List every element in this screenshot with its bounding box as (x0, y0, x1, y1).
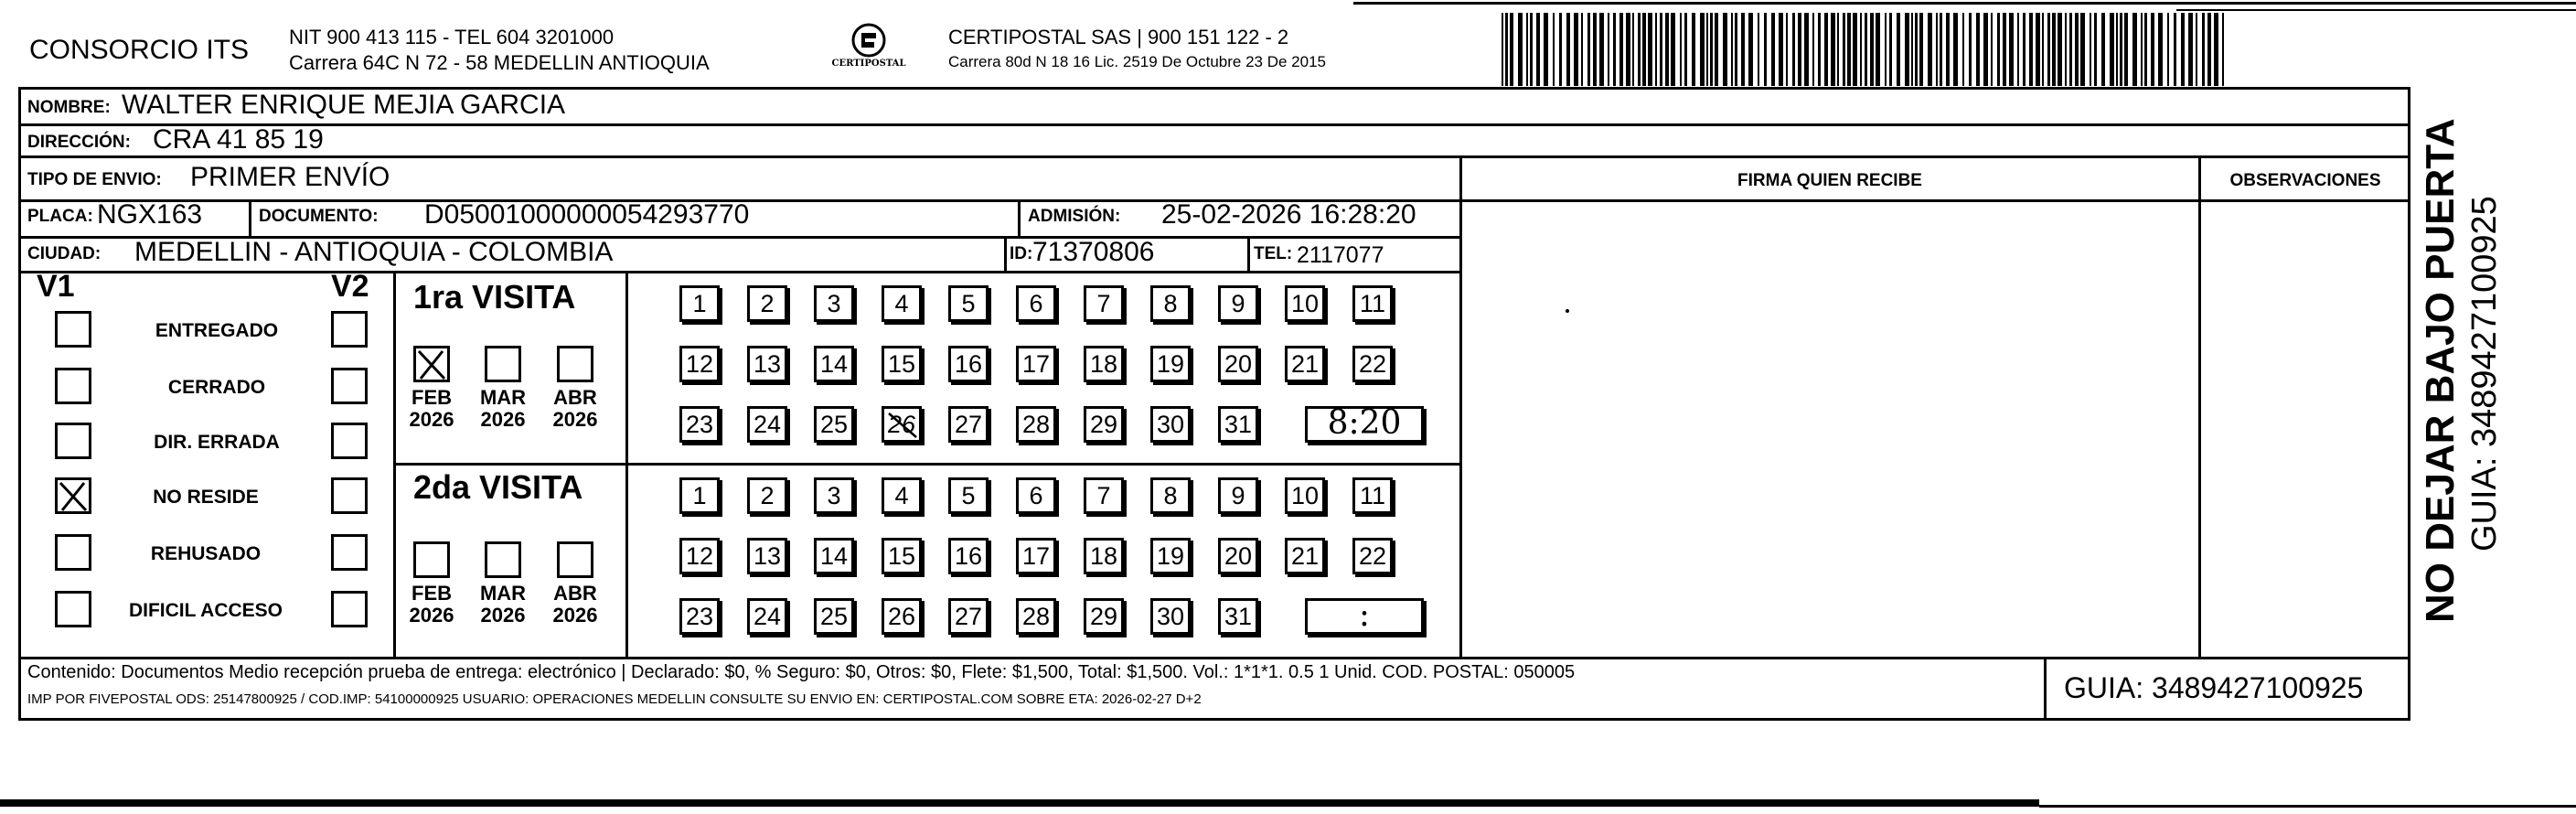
day-box-7[interactable]: 7 (1084, 477, 1124, 514)
day-box-11[interactable]: 11 (1352, 477, 1393, 514)
barcode-bar (1502, 13, 1503, 86)
status-option-label: ENTREGADO (155, 320, 279, 341)
day-box-24[interactable]: 24 (747, 598, 787, 635)
day-box-28[interactable]: 28 (1016, 406, 1056, 443)
month-label: FEB (412, 582, 452, 605)
side-warning: NO DEJAR BAJO PUERTA (2418, 118, 2463, 623)
time-box[interactable]: : (1305, 598, 1424, 635)
day-box-8[interactable]: 8 (1150, 477, 1191, 514)
barcode-bar (2017, 13, 2019, 86)
barcode-bar (1505, 13, 1508, 86)
day-box-26[interactable]: 26 (882, 406, 922, 443)
day-box-18[interactable]: 18 (1084, 346, 1124, 382)
barcode-bar (2047, 13, 2050, 86)
bottom-scan-line-right (2039, 805, 2576, 808)
barcode-bar (1997, 13, 2000, 86)
barcode-bar (1837, 13, 1839, 86)
v2-checkbox[interactable] (331, 477, 368, 514)
day-box-29[interactable]: 29 (1084, 406, 1124, 443)
id-divider (1004, 236, 1007, 271)
barcode-bar (1962, 13, 1964, 86)
barcode-bar (1758, 13, 1759, 86)
barcode-bar (1940, 13, 1942, 86)
barcode-bar (2052, 13, 2056, 86)
barcode-bar (1530, 13, 1533, 86)
day-box-23[interactable]: 23 (679, 598, 720, 635)
day-box-20[interactable]: 20 (1218, 346, 1258, 382)
admision-label: ADMISIÓN: (1028, 207, 1121, 226)
day-box-4[interactable]: 4 (882, 285, 922, 322)
barcode-bar (1544, 13, 1548, 86)
v2-checkbox[interactable] (331, 423, 368, 459)
barcode-bar (1897, 13, 1900, 86)
day-box-22[interactable]: 22 (1352, 346, 1393, 382)
barcode-bar (1976, 13, 1980, 86)
month-checkbox-mar[interactable] (485, 541, 521, 578)
barcode-bar (1771, 13, 1775, 86)
barcode-bar (1559, 13, 1562, 86)
status-option-label: NO RESIDE (153, 487, 259, 508)
barcode-bar (1792, 13, 1795, 86)
barcode-bar (1684, 13, 1687, 86)
tipo-envio-value: PRIMER ENVÍO (190, 162, 390, 192)
month-checkbox-feb[interactable] (413, 541, 450, 578)
barcode-bar (2110, 13, 2114, 86)
month-year-label: 2026 (552, 604, 598, 627)
barcode-bar (2158, 13, 2163, 86)
month-label: ABR (553, 582, 597, 605)
day-box-26[interactable]: 26 (882, 598, 922, 635)
tel-label: TEL: (1254, 244, 1293, 263)
day-box-17[interactable]: 17 (1016, 538, 1056, 574)
visit-months-border (625, 271, 628, 657)
barcode-bar (1536, 13, 1540, 86)
day-box-28[interactable]: 28 (1016, 598, 1056, 635)
certipostal-logo-text: CERTIPOSTAL (831, 59, 906, 69)
barcode-bar (1831, 13, 1835, 86)
barcode-bar (1936, 13, 1938, 86)
barcode-bar (1619, 13, 1623, 86)
month-checkbox-abr[interactable] (557, 541, 593, 578)
barcode-bar (1905, 13, 1909, 86)
time-box[interactable]: 8:20 (1305, 406, 1424, 443)
certipostal-logo (825, 22, 913, 73)
day-box-10[interactable]: 10 (1285, 477, 1325, 514)
barcode-bar (1860, 13, 1862, 86)
v1-checkbox[interactable] (55, 311, 91, 348)
barcode-bar (1804, 13, 1809, 86)
barcode-bar (1991, 13, 1993, 86)
barcode-bar (2181, 13, 2185, 86)
barcode-bar (1741, 13, 1745, 86)
barcode-bar (2207, 13, 2211, 86)
barcode-bar (2042, 13, 2044, 86)
tel-value: 2117077 (1297, 242, 1384, 268)
day-box-4[interactable]: 4 (882, 477, 922, 514)
barcode-bar (1642, 13, 1646, 86)
day-box-11[interactable]: 11 (1352, 285, 1393, 322)
barcode-bar (2090, 13, 2091, 86)
footer-contenido: Contenido: Documentos Medio recepción prueba de entrega: electrónico | Declarado: $0, % Seguro: $0, Otros: $0, Flete: $1,500, Total: $1,500. Vol.: 1*1*1. 0.5 1 Unid. COD. POSTAL: 050005 (27, 662, 1576, 682)
day-box-19[interactable]: 19 (1150, 538, 1191, 574)
footer-guia: GUIA: 3489427100925 (2064, 671, 2364, 704)
barcode-bar (1626, 13, 1630, 86)
barcode-bar (1731, 13, 1733, 86)
second-visit-title: 2da VISITA (413, 468, 583, 506)
barcode-bar (1812, 13, 1814, 86)
day-box-7[interactable]: 7 (1084, 285, 1124, 322)
day-box-15[interactable]: 15 (882, 346, 922, 382)
day-box-31[interactable]: 31 (1218, 406, 1258, 443)
barcode-bar (2058, 13, 2062, 86)
barcode-bar (1946, 13, 1950, 86)
footer-guia-divider (2044, 657, 2047, 721)
barcode-bar (1680, 13, 1682, 86)
month-checkbox-mar[interactable] (485, 346, 521, 382)
barcode-bar (2144, 13, 2147, 86)
tipo-envio-label: TIPO DE ENVIO: (27, 170, 162, 189)
day-box-21[interactable]: 21 (1285, 346, 1325, 382)
day-box-24[interactable]: 24 (747, 406, 787, 443)
sender-name: CONSORCIO ITS (29, 35, 250, 65)
sender-nit: NIT 900 413 115 - TEL 604 3201000 (289, 26, 615, 48)
row-divider-5 (18, 271, 1461, 273)
v1-checkbox[interactable] (55, 423, 91, 459)
day-box-27[interactable]: 27 (948, 406, 989, 443)
barcode-bar (1632, 13, 1634, 86)
barcode-bar (1518, 13, 1523, 86)
day-box-14[interactable]: 14 (814, 538, 854, 574)
day-box-15[interactable]: 15 (882, 538, 922, 574)
barcode-bar (1824, 13, 1828, 86)
barcode-bar (2029, 13, 2033, 86)
v1-checkbox[interactable] (55, 368, 91, 404)
day-box-1[interactable]: 1 (679, 285, 720, 322)
barcode-bar (2075, 13, 2079, 86)
top-scan-line-short (2176, 9, 2576, 11)
month-label: MAR (479, 582, 527, 605)
barcode-bar (1553, 13, 1555, 86)
barcode-bar (1919, 13, 1923, 86)
day-box-12[interactable]: 12 (679, 538, 720, 574)
barcode-bar (1953, 13, 1958, 86)
barcode-bar (2036, 13, 2040, 86)
day-box-3[interactable]: 3 (814, 285, 854, 322)
barcode-bar (1715, 13, 1718, 86)
v1-checkbox[interactable] (55, 534, 91, 571)
barcode-bar (1911, 13, 1913, 86)
signature-area (1463, 203, 2197, 655)
barcode-bar (1723, 13, 1727, 86)
barcode-bar (1648, 13, 1652, 86)
barcode-bar (1700, 13, 1705, 86)
side-guia: GUIA: 3489427100925 (2465, 196, 2504, 552)
v2-checkbox[interactable] (331, 591, 368, 627)
barcode-bar (1581, 13, 1583, 86)
day-box-21[interactable]: 21 (1285, 538, 1325, 574)
firma-left-border (1459, 155, 1462, 658)
barcode-bar (1587, 13, 1590, 86)
direccion-label: DIRECCIÓN: (27, 133, 131, 152)
barcode-bar (1655, 13, 1657, 86)
placa-value: NGX163 (97, 199, 203, 230)
firma-label: FIRMA QUIEN RECIBE (1737, 171, 1922, 190)
barcode-bar (1983, 13, 1988, 86)
direccion-value: CRA 41 85 19 (153, 124, 324, 155)
day-box-22[interactable]: 22 (1352, 538, 1393, 574)
nombre-value: WALTER ENRIQUE MEJIA GARCIA (122, 90, 566, 120)
month-year-label: 2026 (409, 604, 454, 627)
top-scan-line (1353, 2, 2576, 5)
observaciones-label: OBSERVACIONES (2229, 171, 2381, 190)
id-label: ID: (1010, 244, 1033, 263)
placa-label: PLACA: (27, 207, 93, 226)
v2-checkbox[interactable] (331, 534, 368, 571)
day-box-9[interactable]: 9 (1218, 477, 1258, 514)
row-divider-2 (18, 155, 2410, 158)
day-box-10[interactable]: 10 (1285, 285, 1325, 322)
barcode-bar (1735, 13, 1737, 86)
admision-value: 25-02-2026 16:28:20 (1161, 199, 1416, 230)
barcode-bar (1608, 13, 1609, 86)
barcode-bar (1889, 13, 1892, 86)
barcode-bar (1574, 13, 1578, 86)
day-box-13[interactable]: 13 (747, 346, 787, 382)
month-checkbox-feb[interactable] (413, 346, 450, 382)
barcode-bar (2141, 13, 2143, 86)
barcode-bar (2188, 13, 2193, 86)
barcode (1500, 13, 2231, 86)
day-box-5[interactable]: 5 (948, 285, 989, 322)
month-label: ABR (553, 386, 597, 409)
day-box-25[interactable]: 25 (814, 406, 854, 443)
barcode-bar (1638, 13, 1641, 86)
barcode-bar (1885, 13, 1887, 86)
barcode-bar (1798, 13, 1801, 86)
barcode-bar (2151, 13, 2154, 86)
tel-divider (1247, 236, 1250, 271)
day-box-2[interactable]: 2 (747, 477, 787, 514)
id-value: 71370806 (1032, 237, 1155, 267)
documento-label: DOCUMENTO: (259, 207, 379, 226)
day-box-27[interactable]: 27 (948, 598, 989, 635)
barcode-bar (1853, 13, 1857, 86)
month-label: FEB (412, 386, 452, 409)
v1-checkbox[interactable] (55, 591, 91, 627)
bottom-scan-line (0, 799, 2039, 807)
barcode-bar (1665, 13, 1669, 86)
barcode-bar (2101, 13, 2105, 86)
row-divider-footer (18, 657, 2410, 659)
barcode-bar (1843, 13, 1845, 86)
carrier-address: Carrera 80d N 18 16 Lic. 2519 De Octubre 23 De 2015 (948, 53, 1326, 70)
barcode-bar (2069, 13, 2072, 86)
day-box-14[interactable]: 14 (814, 346, 854, 382)
barcode-bar (2120, 13, 2122, 86)
barcode-bar (2214, 13, 2218, 86)
day-box-16[interactable]: 16 (948, 538, 989, 574)
firma-header-line (1459, 199, 2410, 202)
barcode-bar (2174, 13, 2176, 86)
barcode-bar (1764, 13, 1767, 86)
barcode-bar (2124, 13, 2128, 86)
barcode-bar (1818, 13, 1821, 86)
barcode-bar (1915, 13, 1918, 86)
day-box-18[interactable]: 18 (1084, 538, 1124, 574)
barcode-bar (1786, 13, 1788, 86)
barcode-bar (1593, 13, 1597, 86)
barcode-bar (1748, 13, 1753, 86)
barcode-bar (1876, 13, 1880, 86)
barcode-bar (1847, 13, 1851, 86)
day-box-2[interactable]: 2 (747, 285, 787, 322)
month-year-label: 2026 (480, 604, 526, 627)
day-box-30[interactable]: 30 (1150, 598, 1191, 635)
first-visit-title: 1ra VISITA (413, 278, 576, 316)
footer-imp: IMP POR FIVEPOSTAL ODS: 25147800925 / COD.IMP: 54100000925 USUARIO: OPERACIONES MEDELLIN CONSULTE SU ENVIO EN: CERTIPOSTAL.COM SOBRE ETA: 2026-02-27 D+2 (27, 691, 1202, 707)
day-box-5[interactable]: 5 (948, 477, 989, 514)
barcode-bar (1969, 13, 1972, 86)
barcode-bar (2065, 13, 2067, 86)
barcode-bar (2202, 13, 2205, 86)
observaciones-left-border (2198, 155, 2201, 658)
barcode-bar (2116, 13, 2118, 86)
month-label: MAR (479, 386, 527, 409)
barcode-bar (1613, 13, 1616, 86)
day-box-3[interactable]: 3 (814, 477, 854, 514)
month-year-label: 2026 (480, 408, 526, 431)
barcode-bar (2196, 13, 2197, 86)
nombre-label: NOMBRE: (27, 98, 111, 117)
v1-checkbox[interactable] (55, 477, 91, 514)
month-year-label: 2026 (552, 408, 598, 431)
day-box-17[interactable]: 17 (1016, 346, 1056, 382)
carrier-name: CERTIPOSTAL SAS | 900 151 122 - 2 (948, 26, 1289, 48)
barcode-bar (1566, 13, 1570, 86)
day-box-13[interactable]: 13 (747, 538, 787, 574)
day-box-29[interactable]: 29 (1084, 598, 1124, 635)
day-box-30[interactable]: 30 (1150, 406, 1191, 443)
signature-dot (1566, 309, 1569, 313)
barcode-bar (1526, 13, 1528, 86)
barcode-bar (1706, 13, 1708, 86)
barcode-bar (1671, 13, 1675, 86)
row-divider-1 (18, 123, 2410, 126)
barcode-bar (2003, 13, 2006, 86)
observaciones-area (2202, 203, 2409, 655)
barcode-bar (1692, 13, 1695, 86)
month-year-label: 2026 (409, 408, 454, 431)
status-option-label: CERRADO (167, 377, 266, 398)
placa-divider (249, 199, 251, 236)
barcode-bar (2167, 13, 2169, 86)
day-box-8[interactable]: 8 (1150, 285, 1191, 322)
v2-checkbox[interactable] (331, 311, 368, 348)
v1-label: V1 (37, 269, 75, 304)
day-box-12[interactable]: 12 (679, 346, 720, 382)
barcode-bar (2222, 13, 2224, 86)
ciudad-value: MEDELLIN - ANTIOQUIA - COLOMBIA (134, 237, 614, 267)
sender-address: Carrera 64C N 72 - 58 MEDELLIN ANTIOQUIA (289, 51, 710, 74)
day-box-9[interactable]: 9 (1218, 285, 1258, 322)
documento-value: D05001000000054293770 (424, 199, 750, 230)
barcode-bar (2080, 13, 2085, 86)
barcode-bar (1865, 13, 1867, 86)
barcode-bar (2094, 13, 2097, 86)
day-box-1[interactable]: 1 (679, 477, 720, 514)
day-box-19[interactable]: 19 (1150, 346, 1191, 382)
barcode-bar (1710, 13, 1713, 86)
barcode-bar (2023, 13, 2026, 86)
barcode-bar (1779, 13, 1783, 86)
day-box-25[interactable]: 25 (814, 598, 854, 635)
day-box-6[interactable]: 6 (1016, 477, 1056, 514)
barcode-bar (1510, 13, 1513, 86)
ciudad-label: CIUDAD: (27, 244, 102, 263)
barcode-bar (2009, 13, 2014, 86)
day-box-31[interactable]: 31 (1218, 598, 1258, 635)
barcode-bar (1928, 13, 1932, 86)
barcode-bar (1870, 13, 1874, 86)
v2-checkbox[interactable] (331, 368, 368, 404)
barcode-bar (2132, 13, 2137, 86)
day-box-23[interactable]: 23 (679, 406, 720, 443)
status-option-label: REHUSADO (150, 543, 262, 564)
day-box-16[interactable]: 16 (948, 346, 989, 382)
status-option-label: DIR. ERRADA (154, 432, 280, 453)
month-checkbox-abr[interactable] (557, 346, 593, 382)
barcode-bar (1599, 13, 1604, 86)
day-box-20[interactable]: 20 (1218, 538, 1258, 574)
v2-label: V2 (331, 269, 369, 304)
day-box-6[interactable]: 6 (1016, 285, 1056, 322)
barcode-bar (1660, 13, 1662, 86)
visit-separator (393, 463, 1461, 466)
status-option-label: DIFICIL ACCESO (128, 600, 283, 621)
admision-divider (1018, 199, 1021, 236)
